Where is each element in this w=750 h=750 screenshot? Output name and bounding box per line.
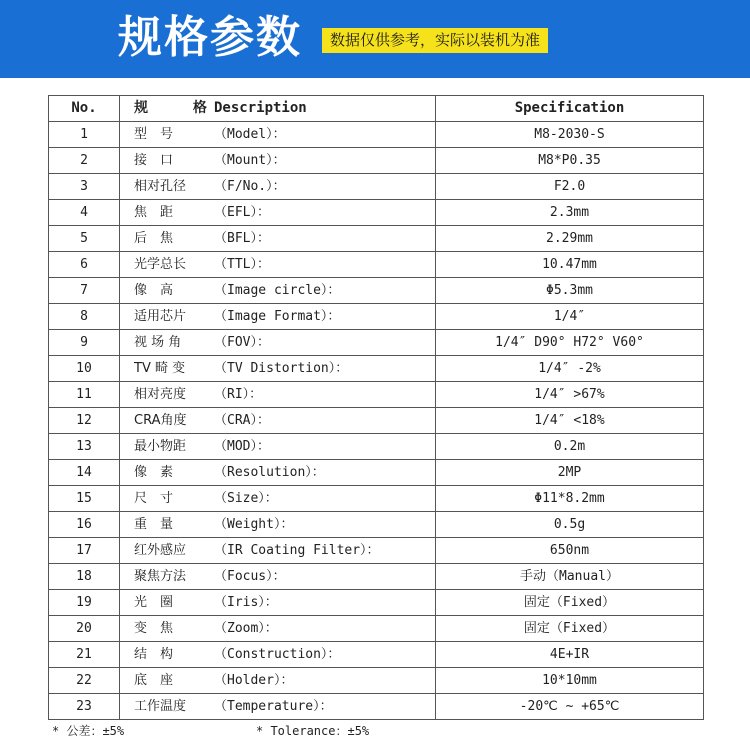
row-description	[120, 330, 436, 356]
table-row	[49, 564, 704, 590]
row-value: Φ5.3mm	[436, 278, 704, 304]
row-label-zh: 红外感应	[134, 543, 187, 558]
tolerance-footer	[48, 721, 708, 741]
table-row	[49, 304, 704, 330]
row-label-zh: 像 高	[134, 283, 174, 298]
table-row	[49, 512, 704, 538]
row-number: 3	[49, 174, 120, 200]
table-row	[49, 278, 704, 304]
row-label-en: （Resolution）：	[214, 465, 325, 480]
row-label-zh: TV 畸 变	[134, 361, 186, 376]
row-label-en: （TV Distortion）：	[214, 361, 349, 376]
row-label-zh: 重 量	[134, 517, 174, 532]
row-value: 1/4″ <18%	[436, 408, 704, 434]
row-number: 6	[49, 252, 120, 278]
row-description	[120, 122, 436, 148]
row-number: 23	[49, 694, 120, 720]
table-row	[49, 694, 704, 720]
table-row	[49, 174, 704, 200]
row-label-en: （TTL）：	[214, 257, 270, 272]
row-number: 22	[49, 668, 120, 694]
row-label-en: （F/No.）：	[214, 179, 286, 194]
row-number: 15	[49, 486, 120, 512]
table-row	[49, 460, 704, 486]
tolerance-zh: * 公差：±5%	[52, 724, 125, 738]
row-label-zh: 尺 寸	[134, 491, 174, 506]
table-row	[49, 356, 704, 382]
row-description	[120, 382, 436, 408]
row-label-zh: 光学总长	[134, 257, 187, 272]
row-label-en: （BFL）：	[214, 231, 270, 246]
row-number: 18	[49, 564, 120, 590]
row-label-en: （Temperature）：	[214, 699, 333, 714]
row-description	[120, 356, 436, 382]
row-description	[120, 278, 436, 304]
row-value: 10.47mm	[436, 252, 704, 278]
row-label-zh: 最小物距	[134, 439, 187, 454]
row-label-zh: 结 构	[134, 647, 174, 662]
table-row	[49, 200, 704, 226]
row-label-en: （RI）：	[214, 387, 263, 402]
row-value: 2.3mm	[436, 200, 704, 226]
row-number: 8	[49, 304, 120, 330]
row-value: M8*P0.35	[436, 148, 704, 174]
row-label-zh: 底 座	[134, 673, 174, 688]
row-description	[120, 434, 436, 460]
row-description	[120, 564, 436, 590]
table-row	[49, 330, 704, 356]
row-number: 10	[49, 356, 120, 382]
row-description	[120, 460, 436, 486]
row-number: 5	[49, 226, 120, 252]
row-label-zh: 光 圈	[134, 595, 174, 610]
row-description	[120, 694, 436, 720]
row-value: 10*10mm	[436, 668, 704, 694]
header-description	[120, 96, 436, 122]
row-description	[120, 304, 436, 330]
row-value: -20℃ ~ +65℃	[436, 694, 704, 720]
row-number: 16	[49, 512, 120, 538]
page-title: 规格参数	[118, 12, 302, 63]
row-label-en: （CRA）：	[214, 413, 270, 428]
row-value: 0.5g	[436, 512, 704, 538]
row-label-zh: 适用芯片	[134, 309, 187, 324]
row-number: 9	[49, 330, 120, 356]
row-value: 固定（Fixed）	[436, 590, 704, 616]
row-value: Φ11*8.2mm	[436, 486, 704, 512]
row-description	[120, 512, 436, 538]
row-label-en: （IR Coating Filter）：	[214, 543, 380, 558]
spec-table-body	[49, 122, 704, 720]
spec-table	[48, 95, 704, 720]
row-value: 0.2m	[436, 434, 704, 460]
row-label-zh: 视 场 角	[134, 335, 182, 350]
row-description	[120, 616, 436, 642]
table-row	[49, 434, 704, 460]
row-description	[120, 408, 436, 434]
row-number: 17	[49, 538, 120, 564]
row-number: 11	[49, 382, 120, 408]
table-row	[49, 486, 704, 512]
table-row	[49, 590, 704, 616]
row-value: 1/4″ -2%	[436, 356, 704, 382]
row-label-zh: 焦 距	[134, 205, 174, 220]
row-label-zh: 相对亮度	[134, 387, 187, 402]
row-description	[120, 668, 436, 694]
row-label-en: （Zoom）：	[214, 621, 278, 636]
row-label-en: （FOV）：	[214, 335, 270, 350]
row-label-zh: 工作温度	[134, 699, 187, 714]
row-number: 20	[49, 616, 120, 642]
row-label-zh: 后 焦	[134, 231, 174, 246]
table-row	[49, 148, 704, 174]
row-label-zh: 接 口	[134, 153, 174, 168]
table-row	[49, 408, 704, 434]
row-description	[120, 252, 436, 278]
row-description	[120, 538, 436, 564]
row-label-en: （Image Format）：	[214, 309, 341, 324]
row-description	[120, 148, 436, 174]
row-number: 7	[49, 278, 120, 304]
row-label-zh: 聚焦方法	[134, 569, 187, 584]
row-value: 2.29mm	[436, 226, 704, 252]
row-label-zh: 变 焦	[134, 621, 174, 636]
row-label-en: （Mount）：	[214, 153, 286, 168]
row-value: 固定（Fixed）	[436, 616, 704, 642]
row-number: 19	[49, 590, 120, 616]
row-value: 1/4″ >67%	[436, 382, 704, 408]
row-label-en: （Holder）：	[214, 673, 294, 688]
table-row	[49, 226, 704, 252]
tolerance-en: * Tolerance：±5%	[256, 724, 370, 738]
row-label-en: （MOD）：	[214, 439, 270, 454]
disclaimer-note: 数据仅供参考，实际以装机为准	[322, 28, 548, 53]
row-value: 4E+IR	[436, 642, 704, 668]
table-row	[49, 252, 704, 278]
row-label-en: （Construction）：	[214, 647, 341, 662]
row-value: F2.0	[436, 174, 704, 200]
row-number: 4	[49, 200, 120, 226]
table-header-row	[49, 96, 704, 122]
row-value: 手动（Manual）	[436, 564, 704, 590]
row-label-en: （Image circle）：	[214, 283, 341, 298]
row-label-en: （EFL）：	[214, 205, 270, 220]
table-row	[49, 538, 704, 564]
table-row	[49, 642, 704, 668]
row-label-en: （Focus）：	[214, 569, 286, 584]
row-description	[120, 174, 436, 200]
header-description-en: Description	[214, 100, 307, 116]
row-description	[120, 590, 436, 616]
table-row	[49, 122, 704, 148]
row-value: 650nm	[436, 538, 704, 564]
row-description	[120, 226, 436, 252]
row-number: 12	[49, 408, 120, 434]
header-banner	[0, 0, 750, 78]
row-label-zh: CRA角度	[134, 413, 187, 428]
row-value: 1/4″	[436, 304, 704, 330]
row-number: 2	[49, 148, 120, 174]
row-number: 14	[49, 460, 120, 486]
row-value: 1/4″ D90° H72° V60°	[436, 330, 704, 356]
header-no: No.	[49, 96, 120, 122]
row-value: 2MP	[436, 460, 704, 486]
row-label-en: （Iris）：	[214, 595, 278, 610]
row-number: 21	[49, 642, 120, 668]
header-specification: Specification	[436, 96, 704, 122]
row-label-zh: 相对孔径	[134, 179, 187, 194]
row-label-zh: 型 号	[134, 127, 174, 142]
row-label-en: （Size）：	[214, 491, 278, 506]
table-row	[49, 616, 704, 642]
row-number: 1	[49, 122, 120, 148]
row-description	[120, 486, 436, 512]
table-row	[49, 382, 704, 408]
row-label-en: （Model）：	[214, 127, 286, 142]
row-number: 13	[49, 434, 120, 460]
row-label-en: （Weight）：	[214, 517, 294, 532]
header-spec-zh: 规 格	[134, 100, 227, 116]
table-row	[49, 668, 704, 694]
row-description	[120, 642, 436, 668]
row-value: M8-2030-S	[436, 122, 704, 148]
row-label-zh: 像 素	[134, 465, 174, 480]
row-description	[120, 200, 436, 226]
